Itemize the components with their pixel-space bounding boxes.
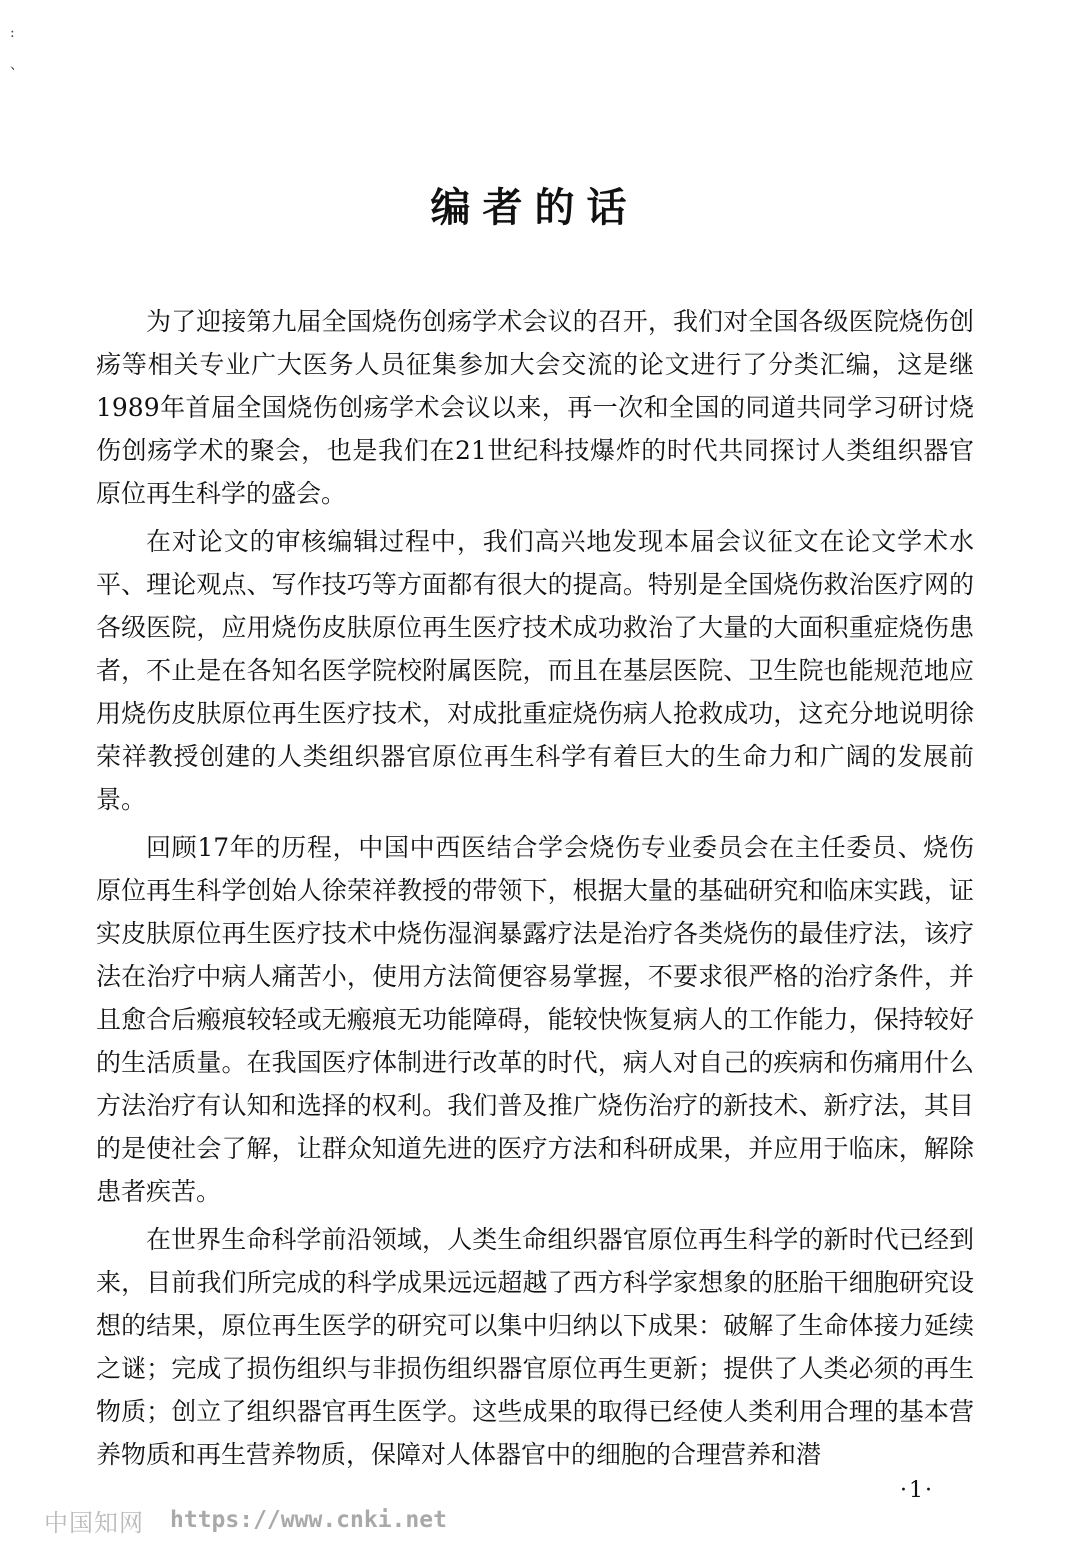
paragraph: 在对论文的审核编辑过程中，我们高兴地发现本届会议征文在论文学术水平、理论观点、写作技巧等方面都有很大的提高。特别是全国烧伤救治医疗网的各级医院，应用烧伤皮肤原位再生医疗技术成功救治了大量的大面积重症烧伤患者，不止是在各知名医学院校附属医院，而且在基层医院、卫生院也能规范地应用烧伤皮肤原位再生医疗技术，对成批重症烧伤病人抢救成功，这充分地说明徐荣祥教授创建的人类组织器官原位再生科学有着巨大的生命力和广阔的发展前景。 — [96, 527, 974, 814]
page-title: 编者的话 — [430, 185, 639, 231]
paragraph: 为了迎接第九届全国烧伤创疡学术会议的召开，我们对全国各级医院烧伤创疡等相关专业广大医务人员征集参加大会交流的论文进行了分类汇编，这是继1989年首届全国烧伤创疡学术会议以来，再一次和全国的同道共同学习研讨烧伤创疡学术的聚会，也是我们在21世纪科技爆炸的时代共同探讨人类组织器官原位再生科学的盛会。 — [96, 307, 974, 508]
watermark-footer — [44, 1502, 447, 1538]
scan-mark: : — [10, 25, 15, 41]
page-number: ·1· — [900, 1478, 934, 1503]
scan-mark: 、 — [10, 57, 24, 73]
cnki-url-watermark: https://www.cnki.net — [170, 1507, 447, 1533]
document-body — [96, 300, 974, 1476]
paragraph: 在世界生命科学前沿领域，人类生命组织器官原位再生科学的新时代已经到来，目前我们所完成的科学成果远远超越了西方科学家想象的胚胎干细胞研究设想的结果，原位再生医学的研究可以集中归纳以下成果：破解了生命体接力延续之谜；完成了损伤组织与非损伤组织器官原位再生更新；提供了人类必须的再生物质；创立了组织器官再生医学。这些成果的取得已经使人类利用合理的基本营养物质和再生营养物质，保障对人体器官中的细胞的合理营养和潜 — [96, 1225, 974, 1469]
cnki-brand-watermark: 中国知网 — [44, 1508, 144, 1537]
paragraph: 回顾17年的历程，中国中西医结合学会烧伤专业委员会在主任委员、烧伤原位再生科学创始人徐荣祥教授的带领下，根据大量的基础研究和临床实践，证实皮肤原位再生医疗技术中烧伤湿润暴露疗法是治疗各类烧伤的最佳疗法，该疗法在治疗中病人痛苦小，使用方法简便容易掌握，不要求很严格的治疗条件，并且愈合后瘢痕较轻或无瘢痕无功能障碍，能较快恢复病人的工作能力，保持较好的生活质量。在我国医疗体制进行改革的时代，病人对自己的疾病和伤痛用什么方法治疗有认知和选择的权利。我们普及推广烧伤治疗的新技术、新疗法，其目的是使社会了解，让群众知道先进的医疗方法和科研成果，并应用于临床，解除患者疾苦。 — [96, 833, 974, 1206]
